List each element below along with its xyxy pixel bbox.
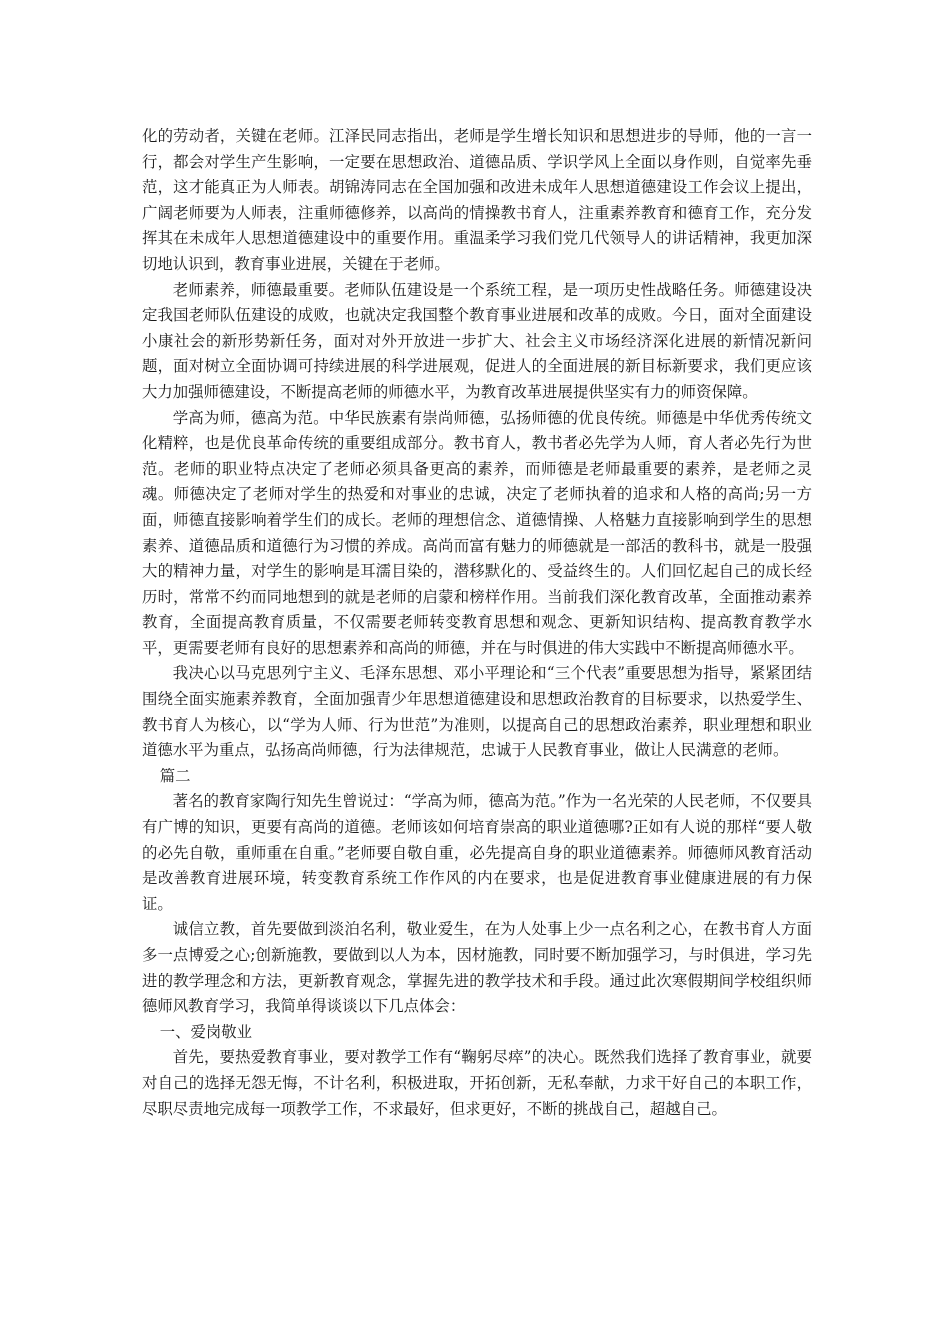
- paragraph: 诚信立教，首先要做到淡泊名利，敬业爱生，在为人处事上少一点名利之心，在教书育人方面多一点博爱之心;创新施教，要做到以人为本，因材施教，同时要不断加强学习，与时俱进，学习先进的教学理念和方法，更新教育观念，掌握先进的教学技术和手段。通过此次寒假期间学校组织师德师风教育学习，我简单得谈谈以下几点体会：: [142, 920, 812, 1016]
- document-body: [142, 124, 812, 1122]
- section-heading-dedication: 一、爱岗敬业: [159, 1022, 253, 1041]
- paragraph: 老师素养，师德最重要。老师队伍建设是一个系统工程，是一项历史性战略任务。师德建设决定我国老师队伍建设的成败，也就决定我国整个教育事业进展和改革的成败。今日，面对全面建设小康社会的新形势新任务，面对对外开放进一步扩大、社会主义市场经济深化进展的新情况新问题，面对树立全面协调可持续进展的科学进展观，促进人的全面进展的新目标新要求，我们更应该大力加强师德建设，不断提高老师的师德水平，为教育改革进展提供坚实有力的师资保障。: [142, 280, 812, 401]
- paragraph: 我决心以马克思列宁主义、毛泽东思想、邓小平理论和“三个代表”重要思想为指导，紧紧团结围绕全面实施素养教育，全面加强青少年思想道德建设和思想政治教育的目标要求，以热爱学生、教书育人为核心，以“学为人师、行为世范”为准则，以提高自己的思想政治素养，职业理想和职业道德水平为重点，弘扬高尚师德，行为法律规范，忠诚于人民教育事业，做让人民满意的老师。: [142, 664, 812, 760]
- paragraph: 学高为师，德高为范。中华民族素有崇尚师德，弘扬师德的优良传统。师德是中华优秀传统文化精粹，也是优良革命传统的重要组成部分。教书育人，教书者必先学为人师，育人者必先行为世范。老师的职业特点决定了老师必须具备更高的素养，而师德是老师最重要的素养，是老师之灵魂。师德决定了老师对学生的热爱和对事业的忠诚，决定了老师执着的追求和人格的高尚;另一方面，师德直接影响着学生们的成长。老师的理想信念、道德情操、人格魅力直接影响到学生的思想素养、道德品质和道德行为习惯的养成。高尚而富有魅力的师德就是一部活的教科书，就是一股强大的精神力量，对学生的影响是耳濡目染的，潜移默化的、受益终生的。人们回忆起自己的成长经历时，常常不约而同地想到的就是老师的启蒙和榜样作用。当前我们深化教育改革，全面推动素养教育，全面提高教育质量，不仅需要老师转变教育思想和观念、更新知识结构、提高教育教学水平，更需要老师有良好的思想素养和高尚的师德，并在与时俱进的伟大实践中不断提高师德水平。: [142, 408, 812, 657]
- paragraph: 著名的教育家陶行知先生曾说过：“学高为师，德高为范。”作为一名光荣的人民老师，不仅要具有广博的知识，更要有高尚的道德。老师该如何培育崇高的职业道德哪?正如有人说的那样“要人敬的必先自敬，重师重在自重。”老师要自敬自重，必先提高自身的职业道德素养。师德师风教育活动是改善教育进展环境，转变教育系统工作作风的内在要求，也是促进教育事业健康进展的有力保证。: [142, 792, 812, 913]
- paragraph-continuation: 化的劳动者，关键在老师。江泽民同志指出，老师是学生增长知识和思想进步的导师，他的一言一行，都会对学生产生影响，一定要在思想政治、道德品质、学识学风上全面以身作则，自觉率先垂范，这才能真正为人师表。胡锦涛同志在全国加强和改进未成年人思想道德建设工作会议上提出，广阔老师要为人师表，注重师德修养，以高尚的情操教书育人，注重素养教育和德育工作，充分发挥其在未成年人思想道德建设中的重要作用。重温柔学习我们党几代领导人的讲话精神，我更加深切地认识到，教育事业进展，关键在于老师。: [142, 127, 812, 273]
- section-heading-part-two: 篇二: [159, 766, 191, 785]
- paragraph: 首先，要热爱教育事业，要对教学工作有“鞠躬尽瘁”的决心。既然我们选择了教育事业，就要对自己的选择无怨无悔，不计名利，积极进取，开拓创新，无私奉献，力求干好自己的本职工作，尽职尽责地完成每一项教学工作，不求最好，但求更好，不断的挑战自己，超越自己。: [142, 1048, 812, 1118]
